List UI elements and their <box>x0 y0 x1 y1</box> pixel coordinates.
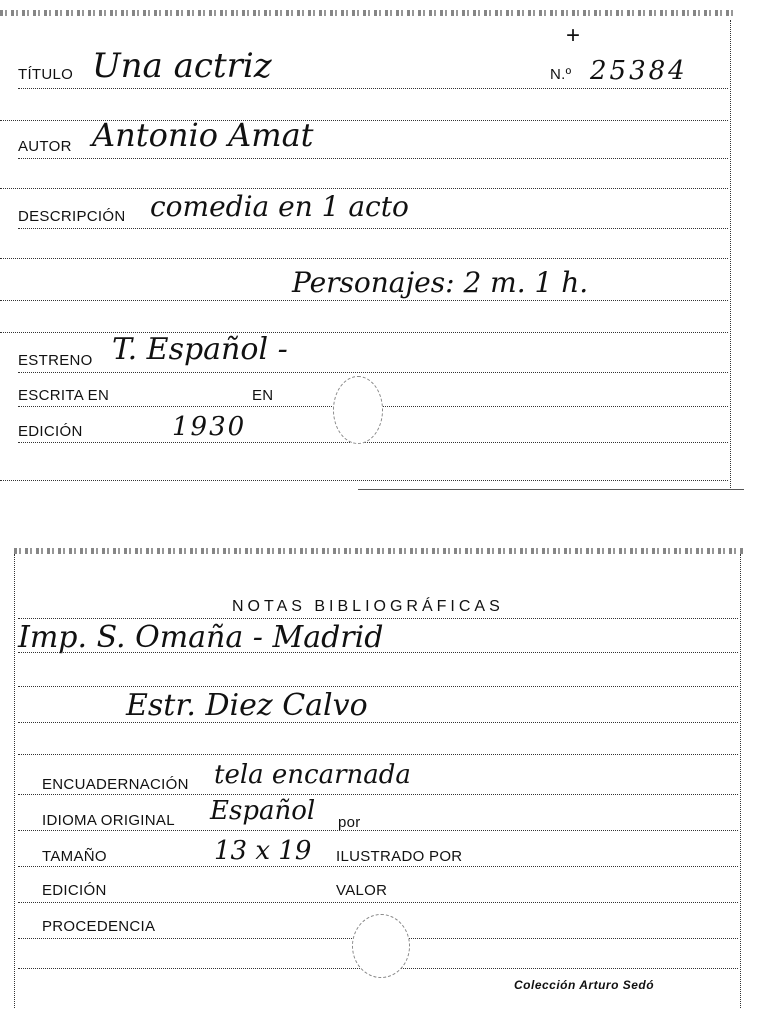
escrita-en-label: ESCRITA EN <box>18 387 110 404</box>
personajes-value: Personajes: 2 m. 1 h. <box>292 266 589 299</box>
autor-value: Antonio Amat <box>92 116 314 154</box>
rule <box>18 794 738 795</box>
rule <box>0 188 728 189</box>
rule <box>18 902 738 903</box>
titulo-label: TÍTULO <box>18 66 74 83</box>
rule <box>18 618 738 619</box>
card-separator <box>358 489 744 490</box>
card-right-border <box>740 554 741 1008</box>
card-top-edge <box>14 548 744 554</box>
numero-label: N.º <box>550 66 572 83</box>
titulo-value: Una actriz <box>92 46 272 86</box>
collection-footer: Colección Arturo Sedó <box>514 978 655 992</box>
rule <box>18 88 728 89</box>
en-label: EN <box>252 387 274 404</box>
rule <box>18 158 728 159</box>
idioma-value: Español <box>210 796 316 826</box>
rule <box>0 332 728 333</box>
rule <box>18 866 738 867</box>
numero-value: 25384 <box>590 56 688 86</box>
autor-label: AUTOR <box>18 138 72 155</box>
encuadernacion-label: ENCUADERNACIÓN <box>42 776 189 793</box>
tamano-label: TAMAÑO <box>42 848 107 865</box>
rule <box>0 480 728 481</box>
cross-mark: + <box>566 22 581 49</box>
tamano-value: 13 x 19 <box>214 836 312 866</box>
note-line-2: Estr. Diez Calvo <box>126 688 368 723</box>
valor-label: VALOR <box>336 882 388 899</box>
idioma-label: IDIOMA ORIGINAL <box>42 812 175 829</box>
edicion-label-back: EDICIÓN <box>42 882 107 899</box>
rule <box>18 228 728 229</box>
ilustrado-label: ILUSTRADO POR <box>336 848 463 865</box>
rule <box>18 372 728 373</box>
note-line-1: Imp. S. Omaña - Madrid <box>18 620 384 655</box>
punch-hole <box>352 914 410 978</box>
notas-heading: NOTAS BIBLIOGRÁFICAS <box>232 598 504 615</box>
rule <box>0 258 728 259</box>
card-right-border <box>730 20 731 490</box>
rule <box>0 300 728 301</box>
estreno-label: ESTRENO <box>18 352 93 369</box>
estreno-value: T. Español - <box>112 332 288 367</box>
edicion-value: 1930 <box>172 412 247 442</box>
punch-hole <box>333 376 383 444</box>
rule <box>18 442 728 443</box>
descripcion-value: comedia en 1 acto <box>150 190 409 223</box>
card-top-edge <box>0 10 735 16</box>
descripcion-label: DESCRIPCIÓN <box>18 208 126 225</box>
rule <box>18 722 738 723</box>
rule <box>18 652 738 653</box>
edicion-label: EDICIÓN <box>18 423 83 440</box>
por-label: por <box>338 814 361 831</box>
catalog-card-back <box>14 548 744 1008</box>
procedencia-label: PROCEDENCIA <box>42 918 156 935</box>
rule <box>18 754 738 755</box>
rule <box>18 686 738 687</box>
catalog-card-front <box>0 10 735 490</box>
card-left-border <box>14 554 15 1008</box>
encuadernacion-value: tela encarnada <box>214 760 411 790</box>
rule <box>18 830 738 831</box>
